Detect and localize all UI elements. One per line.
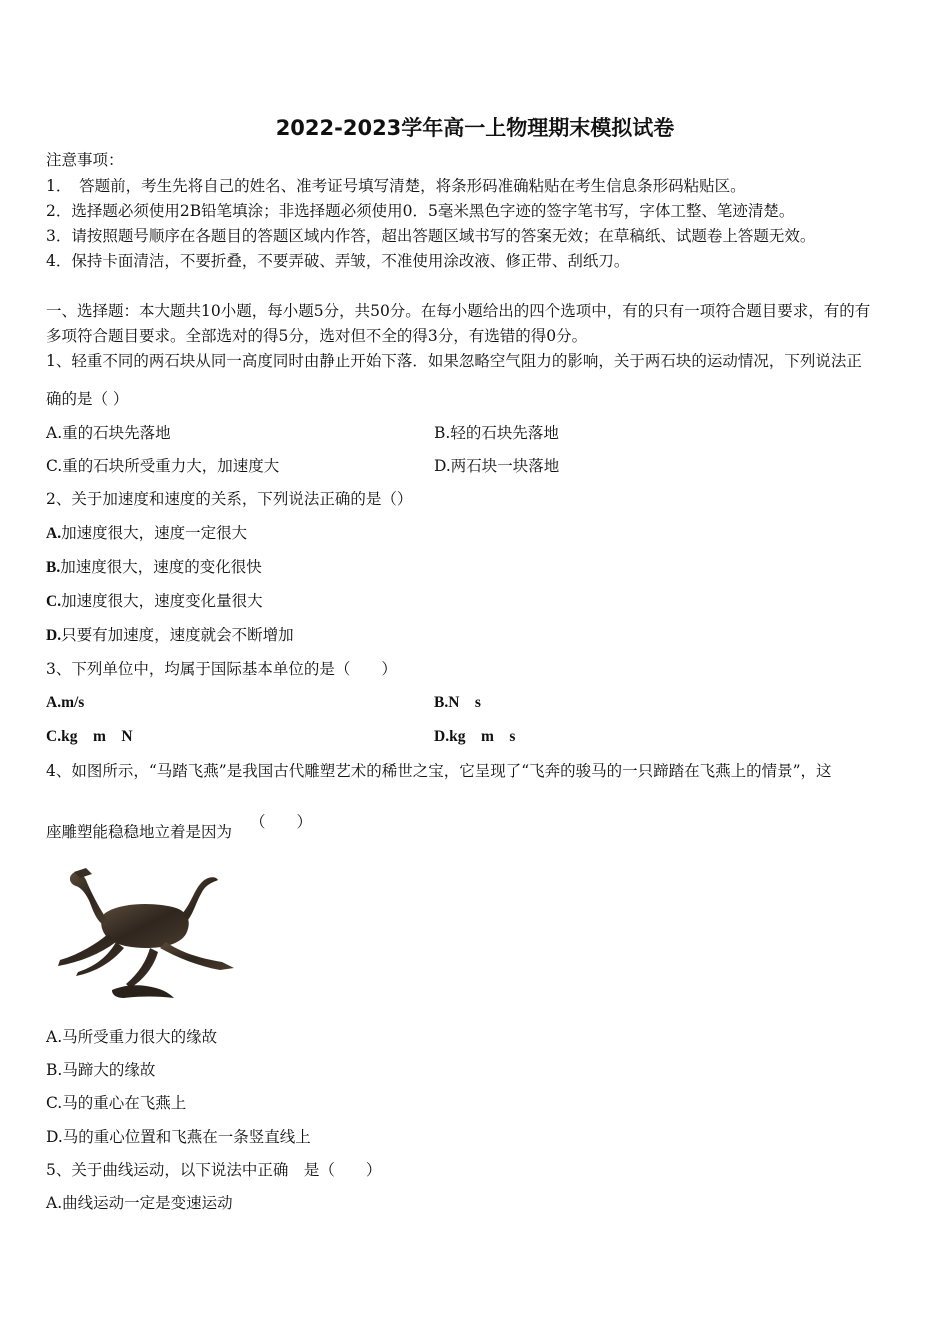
q4-option-a: A.马所受重力很大的缘故: [46, 1028, 218, 1046]
q2-option-c-text: 加速度很大，速度变化量很大: [61, 592, 263, 610]
q2-option-a-text: 加速度很大，速度一定很大: [61, 524, 248, 542]
q2-stem: 2、关于加速度和速度的关系，下列说法正确的是（）: [46, 490, 413, 508]
q2-option-d-letter: D.: [46, 627, 62, 644]
q1-stem-line2: 确的是（ ）: [46, 390, 129, 408]
page-title: 2022-2023学年高一上物理期末模拟试卷: [275, 116, 675, 140]
q3-option-d: D.kg m s: [434, 728, 516, 745]
q2-option-a-letter: A.: [46, 525, 62, 542]
q5-stem: 5、关于曲线运动，以下说法中正确 是（ ）: [46, 1161, 382, 1179]
notice-item-4: 4．保持卡面清洁，不要折叠，不要弄破、弄皱，不准使用涂改液、修正带、刮纸刀。: [46, 252, 630, 270]
section-instructions-line1: 一、选择题：本大题共10小题，每小题5分，共50分。在每小题给出的四个选项中，有的只有一项符合题目要求，有的有: [46, 302, 871, 320]
q1-stem-line1: 1、轻重不同的两石块从同一高度同时由静止开始下落．如果忽略空气阻力的影响，关于两石块的运动情况，下列说法正: [46, 352, 862, 370]
q2-option-d: [46, 625, 294, 646]
q3-option-b: B.N s: [434, 694, 481, 711]
q4-stem-line1: 4、如图所示，“马踏飞燕”是我国古代雕塑艺术的稀世之宝，它呈现了“飞奔的骏马的一只蹄踏在飞燕上的情景”，这: [46, 762, 832, 780]
q1-option-b: B.轻的石块先落地: [434, 424, 559, 442]
q2-option-d-text: 只要有加速度，速度就会不断增加: [61, 626, 294, 644]
q4-option-b: B.马蹄大的缘故: [46, 1061, 156, 1079]
q3-option-a: A.m/s: [46, 694, 85, 711]
q5-option-a: A.曲线运动一定是变速运动: [46, 1194, 233, 1212]
q2-option-c: [46, 591, 263, 612]
notice-item-1: 1． 答题前，考生先将自己的姓名、准考证号填写清楚，将条形码准确粘贴在考生信息条形码粘贴区。: [46, 177, 746, 195]
q3-stem: 3、下列单位中，均属于国际基本单位的是（ ）: [46, 660, 397, 678]
q4-stem-line2: 座雕塑能稳稳地立着是因为: [46, 823, 233, 841]
notice-item-3: 3．请按照题号顺序在各题目的答题区域内作答，超出答题区域书写的答案无效；在草稿纸、试题卷上答题无效。: [46, 227, 816, 245]
q3-option-c: C.kg m N: [46, 728, 133, 745]
q1-option-d: D.两石块一块落地: [434, 457, 560, 475]
q2-option-b-text: 加速度很大，速度的变化很快: [60, 558, 262, 576]
q1-option-c: C.重的石块所受重力大，加速度大: [46, 457, 280, 475]
q2-option-b: [46, 557, 262, 578]
q4-option-d: D.马的重心位置和飞燕在一条竖直线上: [46, 1128, 311, 1146]
galloping-horse-sculpture-image: [46, 862, 242, 1010]
section-instructions-line2: 多项符合题目要求。全部选对的得5分，选对但不全的得3分，有选错的得0分。: [46, 327, 588, 345]
notice-heading: 注意事项：: [46, 151, 124, 169]
q2-option-c-letter: C.: [46, 593, 62, 610]
q4-option-c: C.马的重心在飞燕上: [46, 1094, 187, 1112]
q4-answer-paren: （ ）: [250, 813, 313, 831]
q2-option-a: [46, 523, 247, 544]
q1-option-a: A.重的石块先落地: [46, 424, 171, 442]
notice-item-2: 2．选择题必须使用2B铅笔填涂；非选择题必须使用0．5毫米黑色字迹的签字笔书写，字体工整、笔迹清楚。: [46, 202, 795, 220]
q2-option-b-letter: B.: [46, 559, 61, 576]
